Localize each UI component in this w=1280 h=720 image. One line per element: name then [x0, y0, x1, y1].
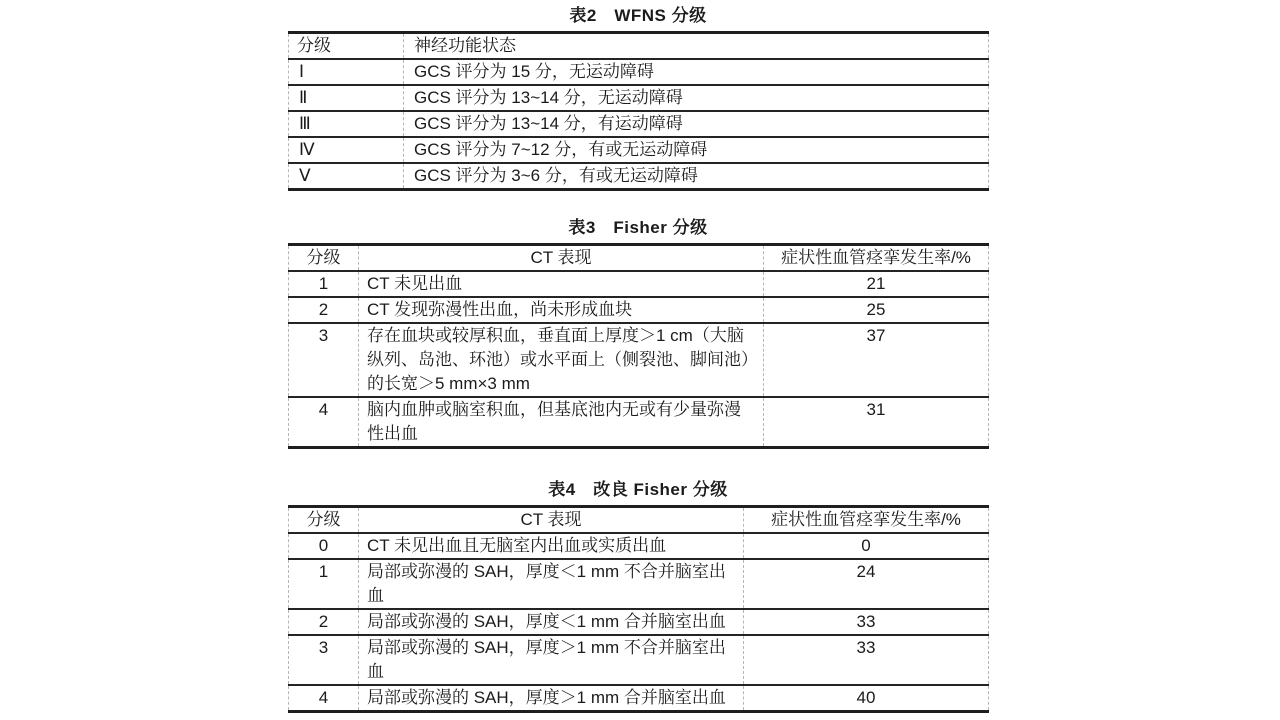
rate-cell: 0 — [744, 533, 989, 559]
ct-finding-cell: CT 发现弥漫性出血，尚未形成血块 — [359, 297, 764, 323]
ct-finding-cell: 局部或弥漫的 SAH，厚度＜1 mm 合并脑室出血 — [359, 609, 744, 635]
ct-finding-cell: CT 未见出血 — [359, 271, 764, 297]
column-header-grade: 分级 — [289, 507, 359, 534]
header-row — [289, 245, 989, 272]
grade-cell: Ⅱ — [289, 85, 404, 111]
grade-cell: Ⅲ — [289, 111, 404, 137]
status-cell: GCS 评分为 13~14 分，无运动障碍 — [404, 85, 989, 111]
column-header-rate: 症状性血管痉挛发生率/% — [744, 507, 989, 534]
rate-cell: 31 — [764, 397, 989, 448]
grade-cell: 3 — [289, 635, 359, 685]
grade-cell: Ⅴ — [289, 163, 404, 190]
table-caption-modified-fisher: 表4 改良 Fisher 分级 — [548, 480, 728, 499]
header-row — [289, 507, 989, 534]
table-row — [289, 59, 989, 85]
grade-cell: 4 — [289, 397, 359, 448]
status-cell: GCS 评分为 15 分，无运动障碍 — [404, 59, 989, 85]
wfns-grading-table — [288, 31, 989, 191]
modified-fisher-grading-table — [288, 505, 989, 713]
fisher-section — [288, 217, 988, 449]
rate-cell: 40 — [744, 685, 989, 712]
status-cell: GCS 评分为 13~14 分，有运动障碍 — [404, 111, 989, 137]
column-header-ct: CT 表现 — [359, 507, 744, 534]
rate-cell: 37 — [764, 323, 989, 397]
ct-finding-cell: 存在血块或较厚积血，垂直面上厚度＞1 cm（大脑纵列、岛池、环池）或水平面上（侧裂池、脚间池）的长宽＞5 mm×3 mm — [359, 323, 764, 397]
ct-finding-cell: 局部或弥漫的 SAH，厚度＞1 mm 不合并脑室出血 — [359, 635, 744, 685]
table-row — [289, 137, 989, 163]
column-header-ct: CT 表现 — [359, 245, 764, 272]
grade-cell: 2 — [289, 297, 359, 323]
status-cell: GCS 评分为 7~12 分，有或无运动障碍 — [404, 137, 989, 163]
grade-cell: Ⅳ — [289, 137, 404, 163]
grade-cell: 2 — [289, 609, 359, 635]
ct-finding-cell: 脑内血肿或脑室积血，但基底池内无或有少量弥漫性出血 — [359, 397, 764, 448]
grade-cell: 4 — [289, 685, 359, 712]
table-caption-fisher: 表3 Fisher 分级 — [568, 218, 708, 237]
column-header-status: 神经功能状态 — [404, 33, 989, 60]
table-row — [289, 163, 989, 190]
rate-cell: 24 — [744, 559, 989, 609]
ct-finding-cell: 局部或弥漫的 SAH，厚度＞1 mm 合并脑室出血 — [359, 685, 744, 712]
table-row — [289, 533, 989, 559]
grade-cell: 0 — [289, 533, 359, 559]
grade-cell: 1 — [289, 559, 359, 609]
rate-cell: 33 — [744, 609, 989, 635]
ct-finding-cell: 局部或弥漫的 SAH，厚度＜1 mm 不合并脑室出血 — [359, 559, 744, 609]
table-row — [289, 323, 989, 397]
table-row — [289, 397, 989, 448]
table-row — [289, 609, 989, 635]
rate-cell: 33 — [744, 635, 989, 685]
table-row — [289, 297, 989, 323]
table-row — [289, 111, 989, 137]
header-row — [289, 33, 989, 60]
column-header-grade: 分级 — [289, 245, 359, 272]
column-header-grade: 分级 — [289, 33, 404, 60]
table-row — [289, 271, 989, 297]
grade-cell: 1 — [289, 271, 359, 297]
fisher-grading-table — [288, 243, 989, 449]
table-row — [289, 85, 989, 111]
rate-cell: 21 — [764, 271, 989, 297]
grade-cell: 3 — [289, 323, 359, 397]
ct-finding-cell: CT 未见出血且无脑室内出血或实质出血 — [359, 533, 744, 559]
modified-fisher-section — [288, 479, 988, 713]
column-header-rate: 症状性血管痉挛发生率/% — [764, 245, 989, 272]
status-cell: GCS 评分为 3~6 分，有或无运动障碍 — [404, 163, 989, 190]
table-caption-wfns: 表2 WFNS 分级 — [569, 6, 707, 25]
table-row — [289, 635, 989, 685]
grade-cell: Ⅰ — [289, 59, 404, 85]
rate-cell: 25 — [764, 297, 989, 323]
table-row — [289, 559, 989, 609]
wfns-section — [288, 5, 988, 191]
table-row — [289, 685, 989, 712]
